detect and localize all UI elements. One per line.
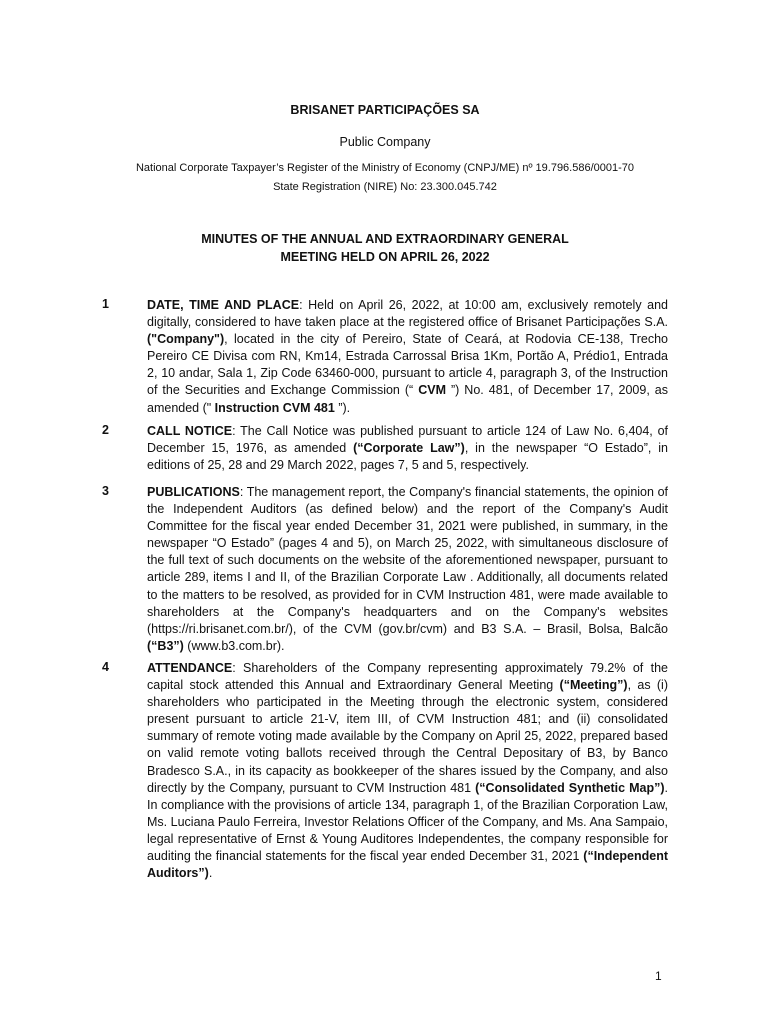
defined-term: ("Company")	[147, 332, 225, 347]
section-heading: CALL NOTICE	[147, 424, 233, 438]
section-number: 3	[102, 484, 109, 498]
section-text	[147, 297, 668, 417]
text-run: : The management report, the Company's financial statements, the opinion of the Independent Auditors (as defined below) and the report of the Company's Audit Committee for the fiscal year ended December 31, 2021 were published, in summary, in the newspaper “O Estado” (pages 4 and 5), on March 25, 2022, with simultaneous disclosure of the full text of such documents on the website of the aforementioned newspaper, pursuant to article 289, items I and II, of the Brazilian Corporate Law . Additionally, all documents related to the matters to be resolved, as provided for in CVM Instruction 481, were made available to shareholders at the Company's headquarters and on the Company's websites (https://ri.brisanet.com.br/), of the CVM (gov.br/cvm) and B3 S.A. – Brasil, Bolsa, Balcão	[147, 485, 668, 636]
minutes-title-line2: MEETING HELD ON APRIL 26, 2022	[280, 250, 490, 264]
text-run: : Held on April 26, 2022, at 10:00 am, exclusively remotely and digitally, considered to have taken place at the registered office of Brisanet Participações S.A.	[147, 298, 668, 330]
section-number: 2	[102, 423, 109, 437]
company-type: Public Company	[339, 135, 431, 149]
text-run: , in the newspaper “O Estado”, in editions of 25, 28 and 29 March 2022, pages 7, 5 and 5, respectively.	[147, 441, 668, 473]
defined-term: Instruction CVM 481	[214, 400, 335, 415]
minutes-title	[0, 230, 770, 266]
text-run: . In compliance with the provisions of article 134, paragraph 1, of the Brazilian Corporation Law, Ms. Luciana Paulo Ferreira, Investor Relations Officer of the Company, and Ms. Ana Sampaio, legal representative of Ernst & Young Auditores Independentes, the company responsible for auditing the financial statements for the fiscal year ended December 31, 2021	[147, 780, 669, 864]
defined-term: (“Consolidated Synthetic Map”)	[475, 780, 665, 795]
text-run: (www.b3.com.br).	[183, 638, 285, 653]
text-run: .	[208, 866, 213, 881]
section-text	[147, 423, 668, 474]
section-text	[147, 660, 668, 882]
cnpj-line: National Corporate Taxpayer’s Register of the Ministry of Economy (CNPJ/ME) nº 19.796.586/0001-70	[135, 162, 635, 174]
section-heading: PUBLICATIONS	[147, 485, 240, 499]
company-name: BRISANET PARTICIPAÇÕES SA	[290, 103, 480, 117]
minutes-title-line1: MINUTES OF THE ANNUAL AND EXTRAORDINARY GENERAL	[201, 232, 569, 246]
section-number: 1	[102, 297, 109, 311]
text-run: ”) No. 481, of December 17, 2009, as amended ("	[147, 383, 668, 415]
text-run: ”).	[334, 400, 351, 415]
defined-term: (“Meeting”)	[559, 678, 628, 693]
defined-term: (“Corporate Law”)	[353, 441, 465, 456]
defined-term: CVM	[418, 383, 446, 398]
nire-line: State Registration (NIRE) No: 23.300.045.742	[273, 181, 497, 193]
defined-term: (“Independent Auditors”)	[147, 849, 668, 881]
text-run: : The Call Notice was published pursuant to article 124 of Law No. 6,404, of December 15, 1976, as amended	[147, 424, 669, 456]
section-number: 4	[102, 660, 109, 674]
defined-term: (“B3”)	[147, 638, 184, 653]
text-run: , as (i) shareholders who participated in the Meeting through the electronic system, considered present pursuant to article 21-V, item III, of CVM Instruction 481; and (ii) consolidated summary of remote voting made available by the Company on April 25, 2022, prepared based on valid remote voting ballots received through the Central Depositary of B3, by Banco Bradesco S.A., in its capacity as bookkeeper of the shares issued by the Company, and also directly by the Company, pursuant to CVM Instruction 481	[147, 678, 668, 795]
text-run: , located in the city of Pereiro, State of Ceará, at Rodovia CE-138, Trecho Pereiro CE Divisa com RN, Km14, Estrada Carrossal Brisa 1Km, Portão A, Prédio1, Entrada 2, 10 andar, Sala 1, Zip Code 63460-000, pursuant to article 4, paragraph 3, of the Instruction of the Securities and Exchange Commission (“	[147, 332, 668, 398]
text-run: : Shareholders of the Company representing approximately 79.2% of the capital stock attended this Annual and Extraordinary General Meeting	[147, 661, 668, 693]
section-text	[147, 484, 668, 655]
section-heading: ATTENDANCE	[147, 661, 233, 675]
section-heading: DATE, TIME AND PLACE	[147, 298, 300, 312]
page-number: 1	[655, 969, 662, 983]
